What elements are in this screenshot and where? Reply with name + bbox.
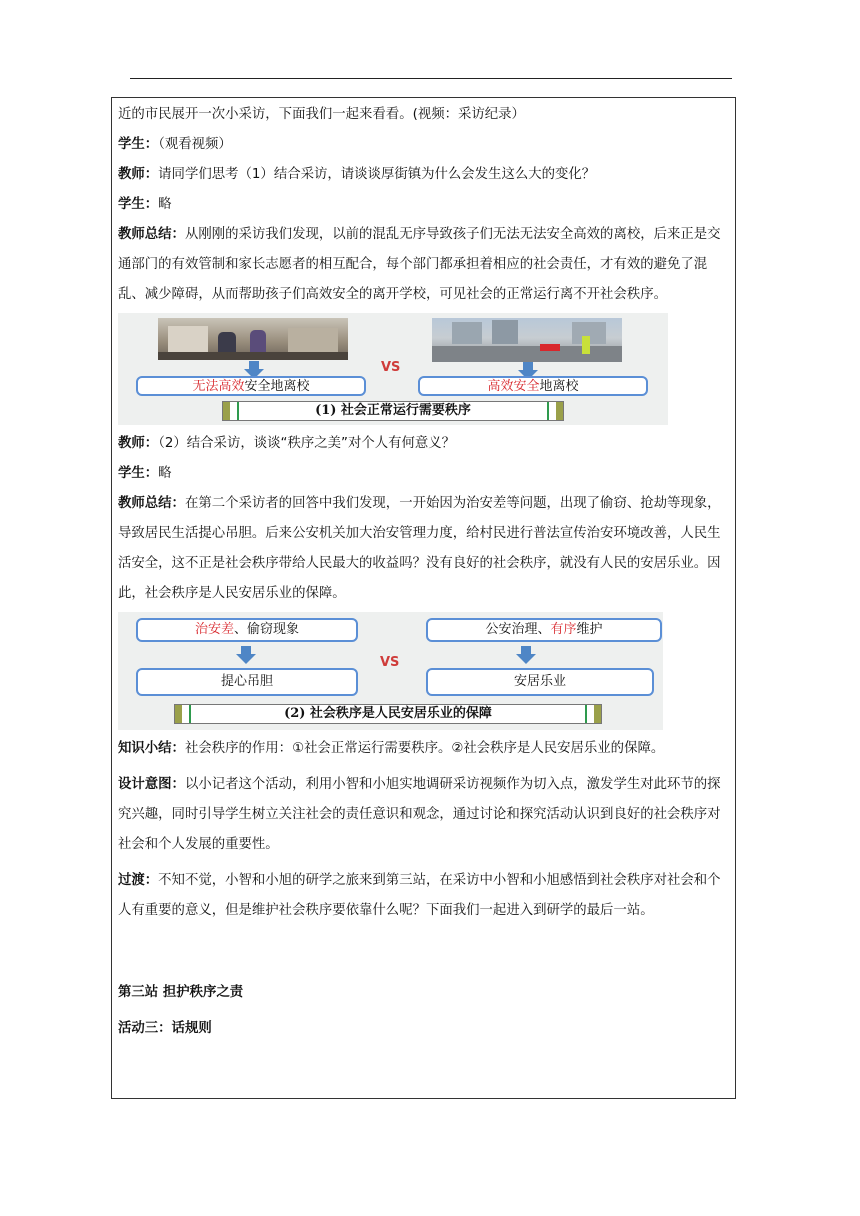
speaker-label: 学生： [118,466,159,481]
speaker-text: 略 [158,197,172,212]
paragraph-teacher-summary-2 [118,489,726,609]
speaker-text: 从刚刚的采访我们发现，以前的混乱无序导致孩子们无法无法安全高效的离校，后来正是交通部门的有效管制和家长志愿者的相互配合，每个部门都承担着相应的社会责任，才有效的避免了混乱、减少障碍，从而帮助孩子们高效安全的离开学校，可见社会的正常运行离不开社会秩序。 [118,227,721,302]
speaker-text: 在第二个采访者的回答中我们发现，一开始因为治安差等问题，出现了偷窃、抢劫等现象，导致居民生活提心吊胆。后来公安机关加大治安管理力度，给村民进行普法宣传治安环境改善，人民生活安全，这不正是社会秩序带给人民最大的收益吗？没有良好的社会秩序，就没有人民的安居乐业。因此，社会秩序是人民安居乐业的保障。 [118,496,721,601]
box-right-outcome: 高效安全地离校 [418,376,648,396]
vs-label: VS [380,655,400,670]
box-left-outcome: 无法高效安全地离校 [136,376,366,396]
speaker-label: 设计意图： [118,777,185,792]
speaker-text: 略 [158,466,172,481]
lesson-content [118,100,726,1044]
figure-order-need [118,313,668,425]
paragraph-transition [118,866,726,926]
speaker-label: 教师： [118,436,159,451]
paragraph-student-1 [118,130,726,160]
speaker-text: （观看视频） [158,137,232,152]
photo-orderly-street [432,318,622,362]
paragraph-student-3 [118,459,726,489]
speaker-text: 社会秩序的作用：①社会正常运行需要秩序。②社会秩序是人民安居乐业的保障。 [184,741,665,756]
paragraph-teacher-1 [118,160,726,190]
speaker-text: 不知不觉，小智和小旭的研学之旅来到第三站，在采访中小智和小旭感悟到社会秩序对社会和个人有重要的意义，但是维护社会秩序要依靠什么呢？下面我们一起进入到研学的最后一站。 [118,873,721,918]
speaker-label: 学生： [118,137,159,152]
speaker-label: 过渡： [118,873,159,888]
paragraph-design-intent [118,770,726,860]
paragraph-teacher-2 [118,429,726,459]
box-poor-security: 治安差、偷窃现象 [136,618,358,642]
vs-label: VS [381,360,401,375]
paragraph-intro: 近的市民展开一次小采访，下面我们一起来看看。(视频：采访纪录） [118,107,525,122]
header-rule [130,78,732,79]
speaker-label: 教师： [118,167,159,182]
speaker-text: 以小记者这个活动，利用小智和小旭实地调研采访视频作为切入点，激发学生对此环节的探究兴趣，同时引导学生树立关注社会的责任意识和观念，通过讨论和探究活动认识到良好的社会秩序对社会和个人发展的重要性。 [118,777,721,852]
paragraph-knowledge-summary [118,734,726,764]
speaker-text: 请同学们思考（1）结合采访，请谈谈厚街镇为什么会发生这么大的变化？ [158,167,596,182]
paragraph-student-2 [118,190,726,220]
heading-station-3: 第三站 担护秩序之责 [118,985,244,1000]
speaker-label: 教师总结： [118,227,185,242]
banner-conclusion-1: (1) 社会正常运行需要秩序 [222,401,564,421]
speaker-text: （2）结合采访，谈谈“秩序之美”对个人有何意义？ [158,436,456,451]
heading-activity-3: 活动三：话规则 [118,1021,212,1036]
arrow-down-icon [516,646,536,664]
box-peaceful-life: 安居乐业 [426,668,654,696]
banner-conclusion-2: (2) 社会秩序是人民安居乐业的保障 [174,704,602,724]
box-police-governance: 公安治理、有序维护 [426,618,662,642]
paragraph-teacher-summary-1 [118,220,726,310]
figure-order-security [118,612,663,730]
speaker-label: 学生： [118,197,159,212]
speaker-label: 知识小结： [118,741,185,756]
arrow-down-icon [236,646,256,664]
box-anxiety: 提心吊胆 [136,668,358,696]
speaker-label: 教师总结： [118,496,185,511]
photo-chaotic-street [158,318,348,360]
